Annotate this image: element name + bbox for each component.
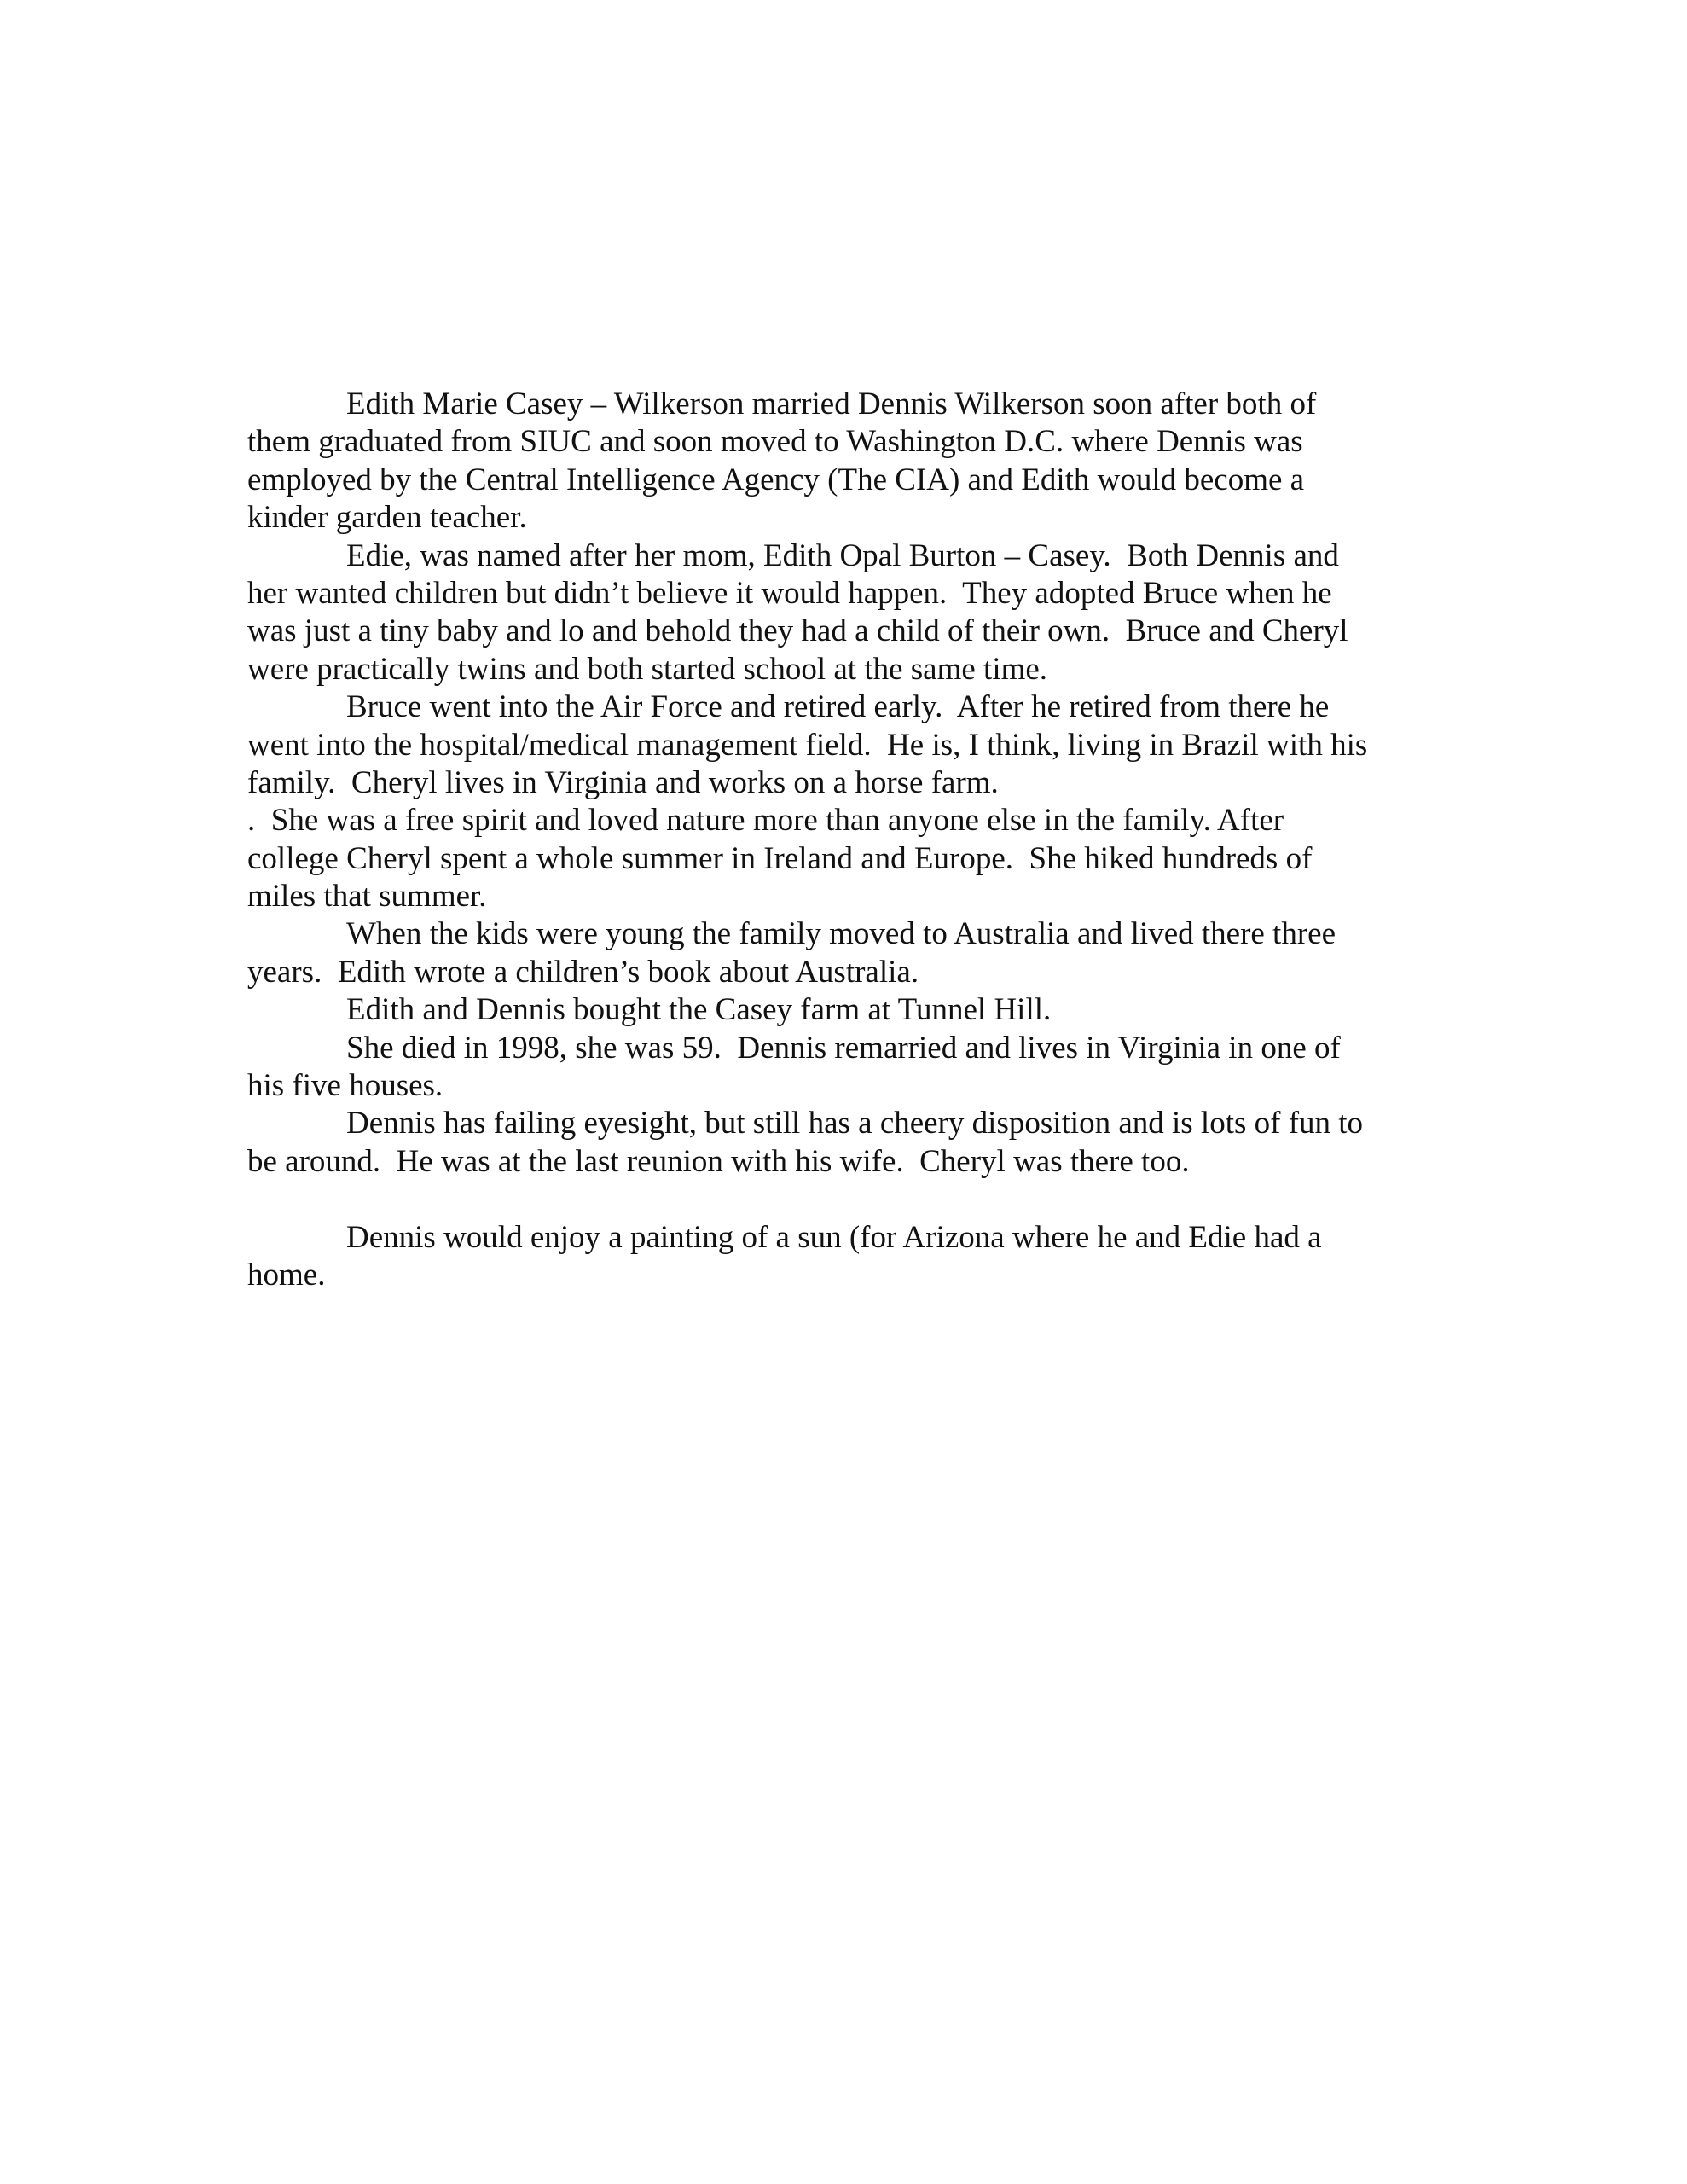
text-line: kinder garden teacher. bbox=[247, 500, 527, 536]
text-line: be around. He was at the last reunion with his wife. Cheryl was there too. bbox=[247, 1143, 1190, 1179]
text-line: her wanted children but didn’t believe it would happen. They adopted Bruce when he bbox=[247, 575, 1332, 611]
text-line: were practically twins and both started school at the same time. bbox=[247, 651, 1048, 687]
text-line: them graduated from SIUC and soon moved to Washington D.C. where Dennis was bbox=[247, 424, 1303, 460]
text-line: was just a tiny baby and lo and behold they had a child of their own. Bruce and Cheryl bbox=[247, 613, 1348, 649]
text-line: went into the hospital/medical management field. He is, I think, living in Brazil with his bbox=[247, 727, 1368, 763]
text-line: years. Edith wrote a children’s book about Australia. bbox=[247, 954, 919, 990]
text-line: Edith Marie Casey – Wilkerson married Dennis Wilkerson soon after both of bbox=[346, 386, 1317, 421]
document-body bbox=[247, 386, 1458, 1294]
text-line: miles that summer. bbox=[247, 879, 487, 915]
text-line: Dennis would enjoy a painting of a sun (for Arizona where he and Edie had a bbox=[346, 1219, 1322, 1255]
text-line: When the kids were young the family moved to Australia and lived there three bbox=[346, 916, 1336, 952]
text-line: his five houses. bbox=[247, 1068, 443, 1104]
text-line: . She was a free spirit and loved nature more than anyone else in the family. After bbox=[247, 803, 1284, 839]
text-line: college Cheryl spent a whole summer in Ireland and Europe. She hiked hundreds of bbox=[247, 840, 1313, 876]
text-line: Edie, was named after her mom, Edith Opal Burton – Casey. Both Dennis and bbox=[346, 537, 1339, 573]
text-line: home. bbox=[247, 1257, 326, 1292]
text-line: Edith and Dennis bought the Casey farm at Tunnel Hill. bbox=[346, 992, 1052, 1028]
blank-line bbox=[247, 1181, 1458, 1218]
text-line: She died in 1998, she was 59. Dennis remarried and lives in Virginia in one of bbox=[346, 1030, 1341, 1066]
text-line: employed by the Central Intelligence Agency (The CIA) and Edith would become a bbox=[247, 462, 1305, 497]
text-line: Bruce went into the Air Force and retired early. After he retired from there he bbox=[346, 689, 1330, 725]
text-line: family. Cheryl lives in Virginia and works on a horse farm. bbox=[247, 764, 999, 800]
text-line: Dennis has failing eyesight, but still has a cheery disposition and is lots of fun to bbox=[346, 1106, 1364, 1141]
